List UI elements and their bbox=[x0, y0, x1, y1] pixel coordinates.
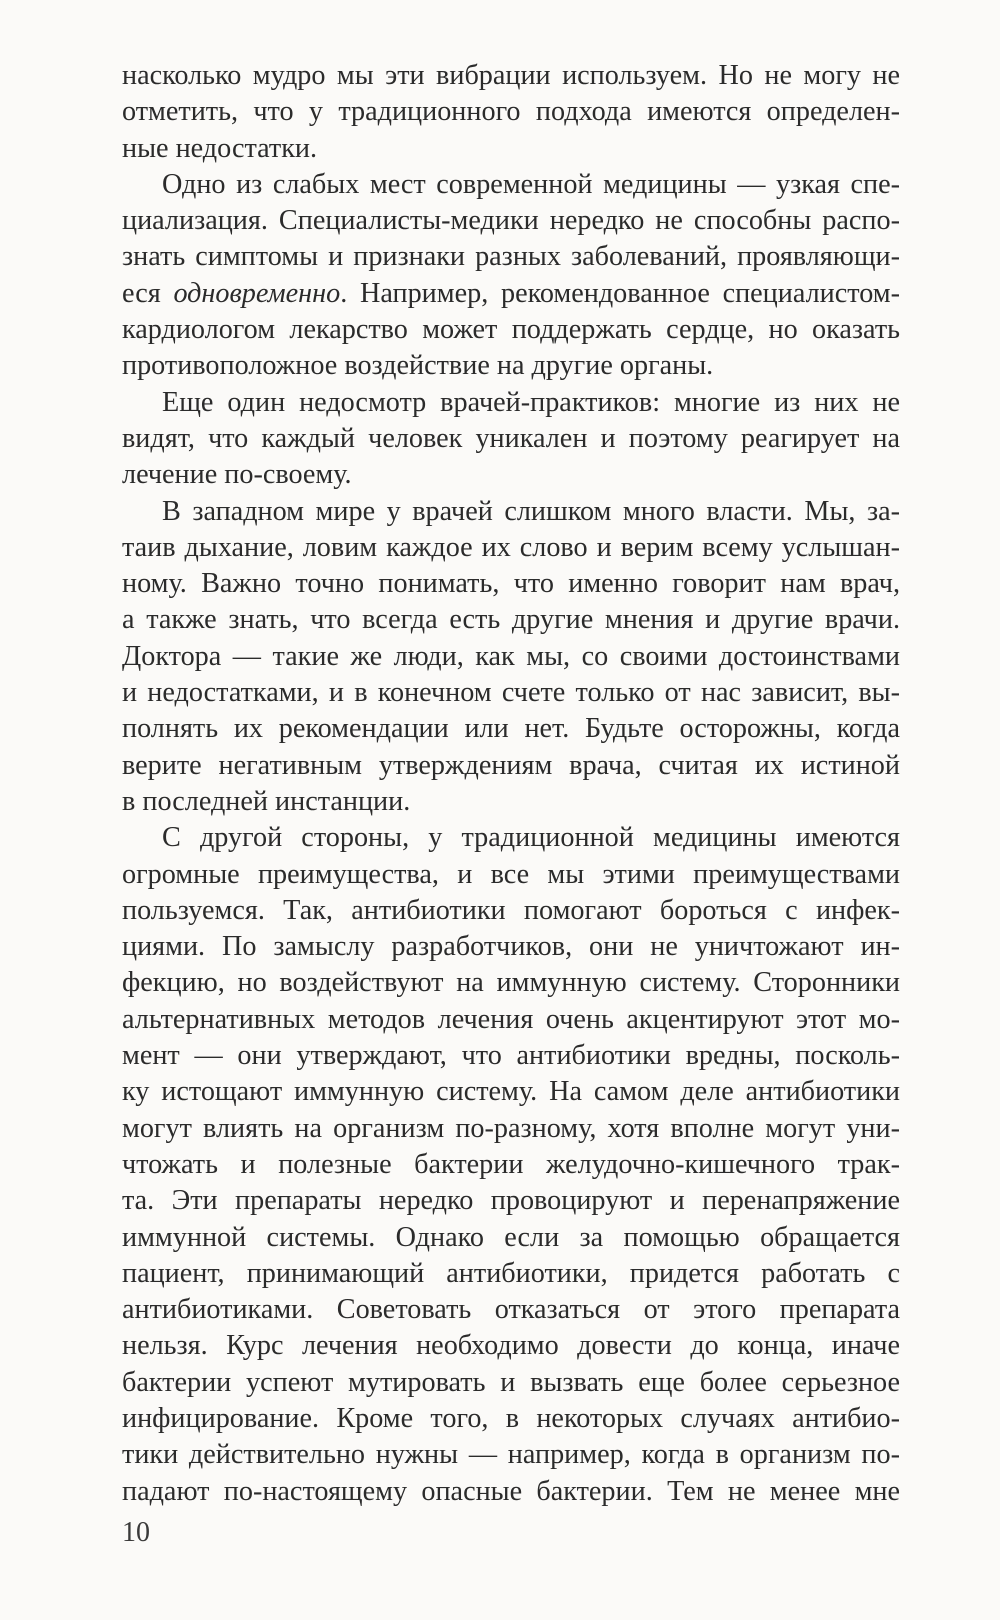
text-line: насколько мудро мы эти вибрации используем. Но не могу не bbox=[122, 60, 900, 91]
text-line: мент — они утверждают, что антибиотики вредны, посколь- bbox=[122, 1040, 900, 1072]
text-line: циями. По замыслу разработчиков, они не уничтожают ин- bbox=[122, 931, 900, 963]
text-line: циализация. Специалисты-медики нередко не способны распо- bbox=[122, 205, 900, 237]
text-line: и недостатками, и в конечном счете только от нас зависит, вы- bbox=[122, 677, 900, 709]
page-body bbox=[122, 58, 900, 1510]
text-line: инфицирование. Кроме того, в некоторых случаях антибио- bbox=[122, 1402, 900, 1434]
text-line: огромные преимущества, и все мы этими преимуществами bbox=[122, 858, 900, 890]
text-line: пользуемся. Так, антибиотики помогают бороться с инфек- bbox=[122, 894, 900, 926]
text-line: альтернативных методов лечения очень акцентируют этот мо- bbox=[122, 1003, 900, 1035]
text-line: таив дыхание, ловим каждое их слово и верим всему услышан- bbox=[122, 531, 900, 563]
text-line: нельзя. Курс лечения необходимо довести до конца, иначе bbox=[122, 1330, 900, 1362]
text-line: полнять их рекомендации или нет. Будьте осторожны, когда bbox=[122, 713, 900, 745]
text-line: пациент, принимающий антибиотики, придется работать с bbox=[122, 1257, 900, 1289]
text-line: могут влиять на организм по-разному, хотя вполне могут уни- bbox=[122, 1112, 900, 1144]
text-line: Одно из слабых мест современной медицины — узкая спе- bbox=[162, 168, 900, 200]
text-line: Еще один недосмотр врачей-практиков: многие из них не bbox=[162, 386, 900, 418]
text-line: ку истощают иммунную систему. На самом деле антибиотики bbox=[122, 1076, 900, 1108]
paragraph bbox=[122, 167, 900, 385]
text-line: верите негативным утверждениям врача, считая их истиной bbox=[122, 749, 900, 781]
text-line: еся одновременно. Например, рекомендованное специалистом- bbox=[122, 277, 900, 309]
text-line: противоположное воздействие на другие органы. bbox=[122, 350, 714, 382]
text-line: ному. Важно точно понимать, что именно говорит нам врач, bbox=[122, 568, 900, 600]
paragraph bbox=[122, 385, 900, 494]
paragraph bbox=[122, 58, 900, 167]
text-line: та. Эти препараты нередко провоцируют и перенапряжение bbox=[122, 1185, 900, 1217]
page-number: 10 bbox=[122, 1517, 150, 1548]
text-line: бактерии успеют мутировать и вызвать еще более серьезное bbox=[122, 1366, 900, 1398]
text-line: фекцию, но воздействуют на иммунную систему. Сторонники bbox=[122, 967, 900, 999]
paragraph bbox=[122, 820, 900, 1510]
text-line: видят, что каждый человек уникален и поэтому реагирует на bbox=[122, 422, 900, 454]
text-line: В западном мире у врачей слишком много власти. Мы, за- bbox=[162, 495, 900, 527]
text-line: Доктора — такие же люди, как мы, со своими достоинствами bbox=[122, 640, 900, 672]
text-line: ные недостатки. bbox=[122, 132, 318, 164]
text-line: С другой стороны, у традиционной медицины имеются bbox=[162, 822, 900, 854]
text-line: отметить, что у традиционного подхода имеются определен- bbox=[122, 96, 900, 128]
text-line: лечение по-своему. bbox=[122, 459, 352, 491]
text-line: кардиологом лекарство может поддержать сердце, но оказать bbox=[122, 314, 900, 346]
text-line: чтожать и полезные бактерии желудочно-кишечного трак- bbox=[122, 1148, 900, 1180]
text-line: падают по-настоящему опасные бактерии. Тем не менее мне bbox=[122, 1475, 900, 1507]
text-line: а также знать, что всегда есть другие мнения и другие врачи. bbox=[122, 604, 900, 636]
paragraph bbox=[122, 494, 900, 821]
text-line: антибиотиками. Советовать отказаться от этого препарата bbox=[122, 1294, 900, 1326]
text-line: в последней инстанции. bbox=[122, 785, 411, 817]
emphasis-text: одновременно bbox=[173, 277, 341, 309]
text-line: тики действительно нужны — например, когда в организм по- bbox=[122, 1439, 900, 1471]
text-line: знать симптомы и признаки разных заболеваний, проявляющи- bbox=[122, 241, 900, 273]
text-line: иммунной системы. Однако если за помощью обращается bbox=[122, 1221, 900, 1253]
